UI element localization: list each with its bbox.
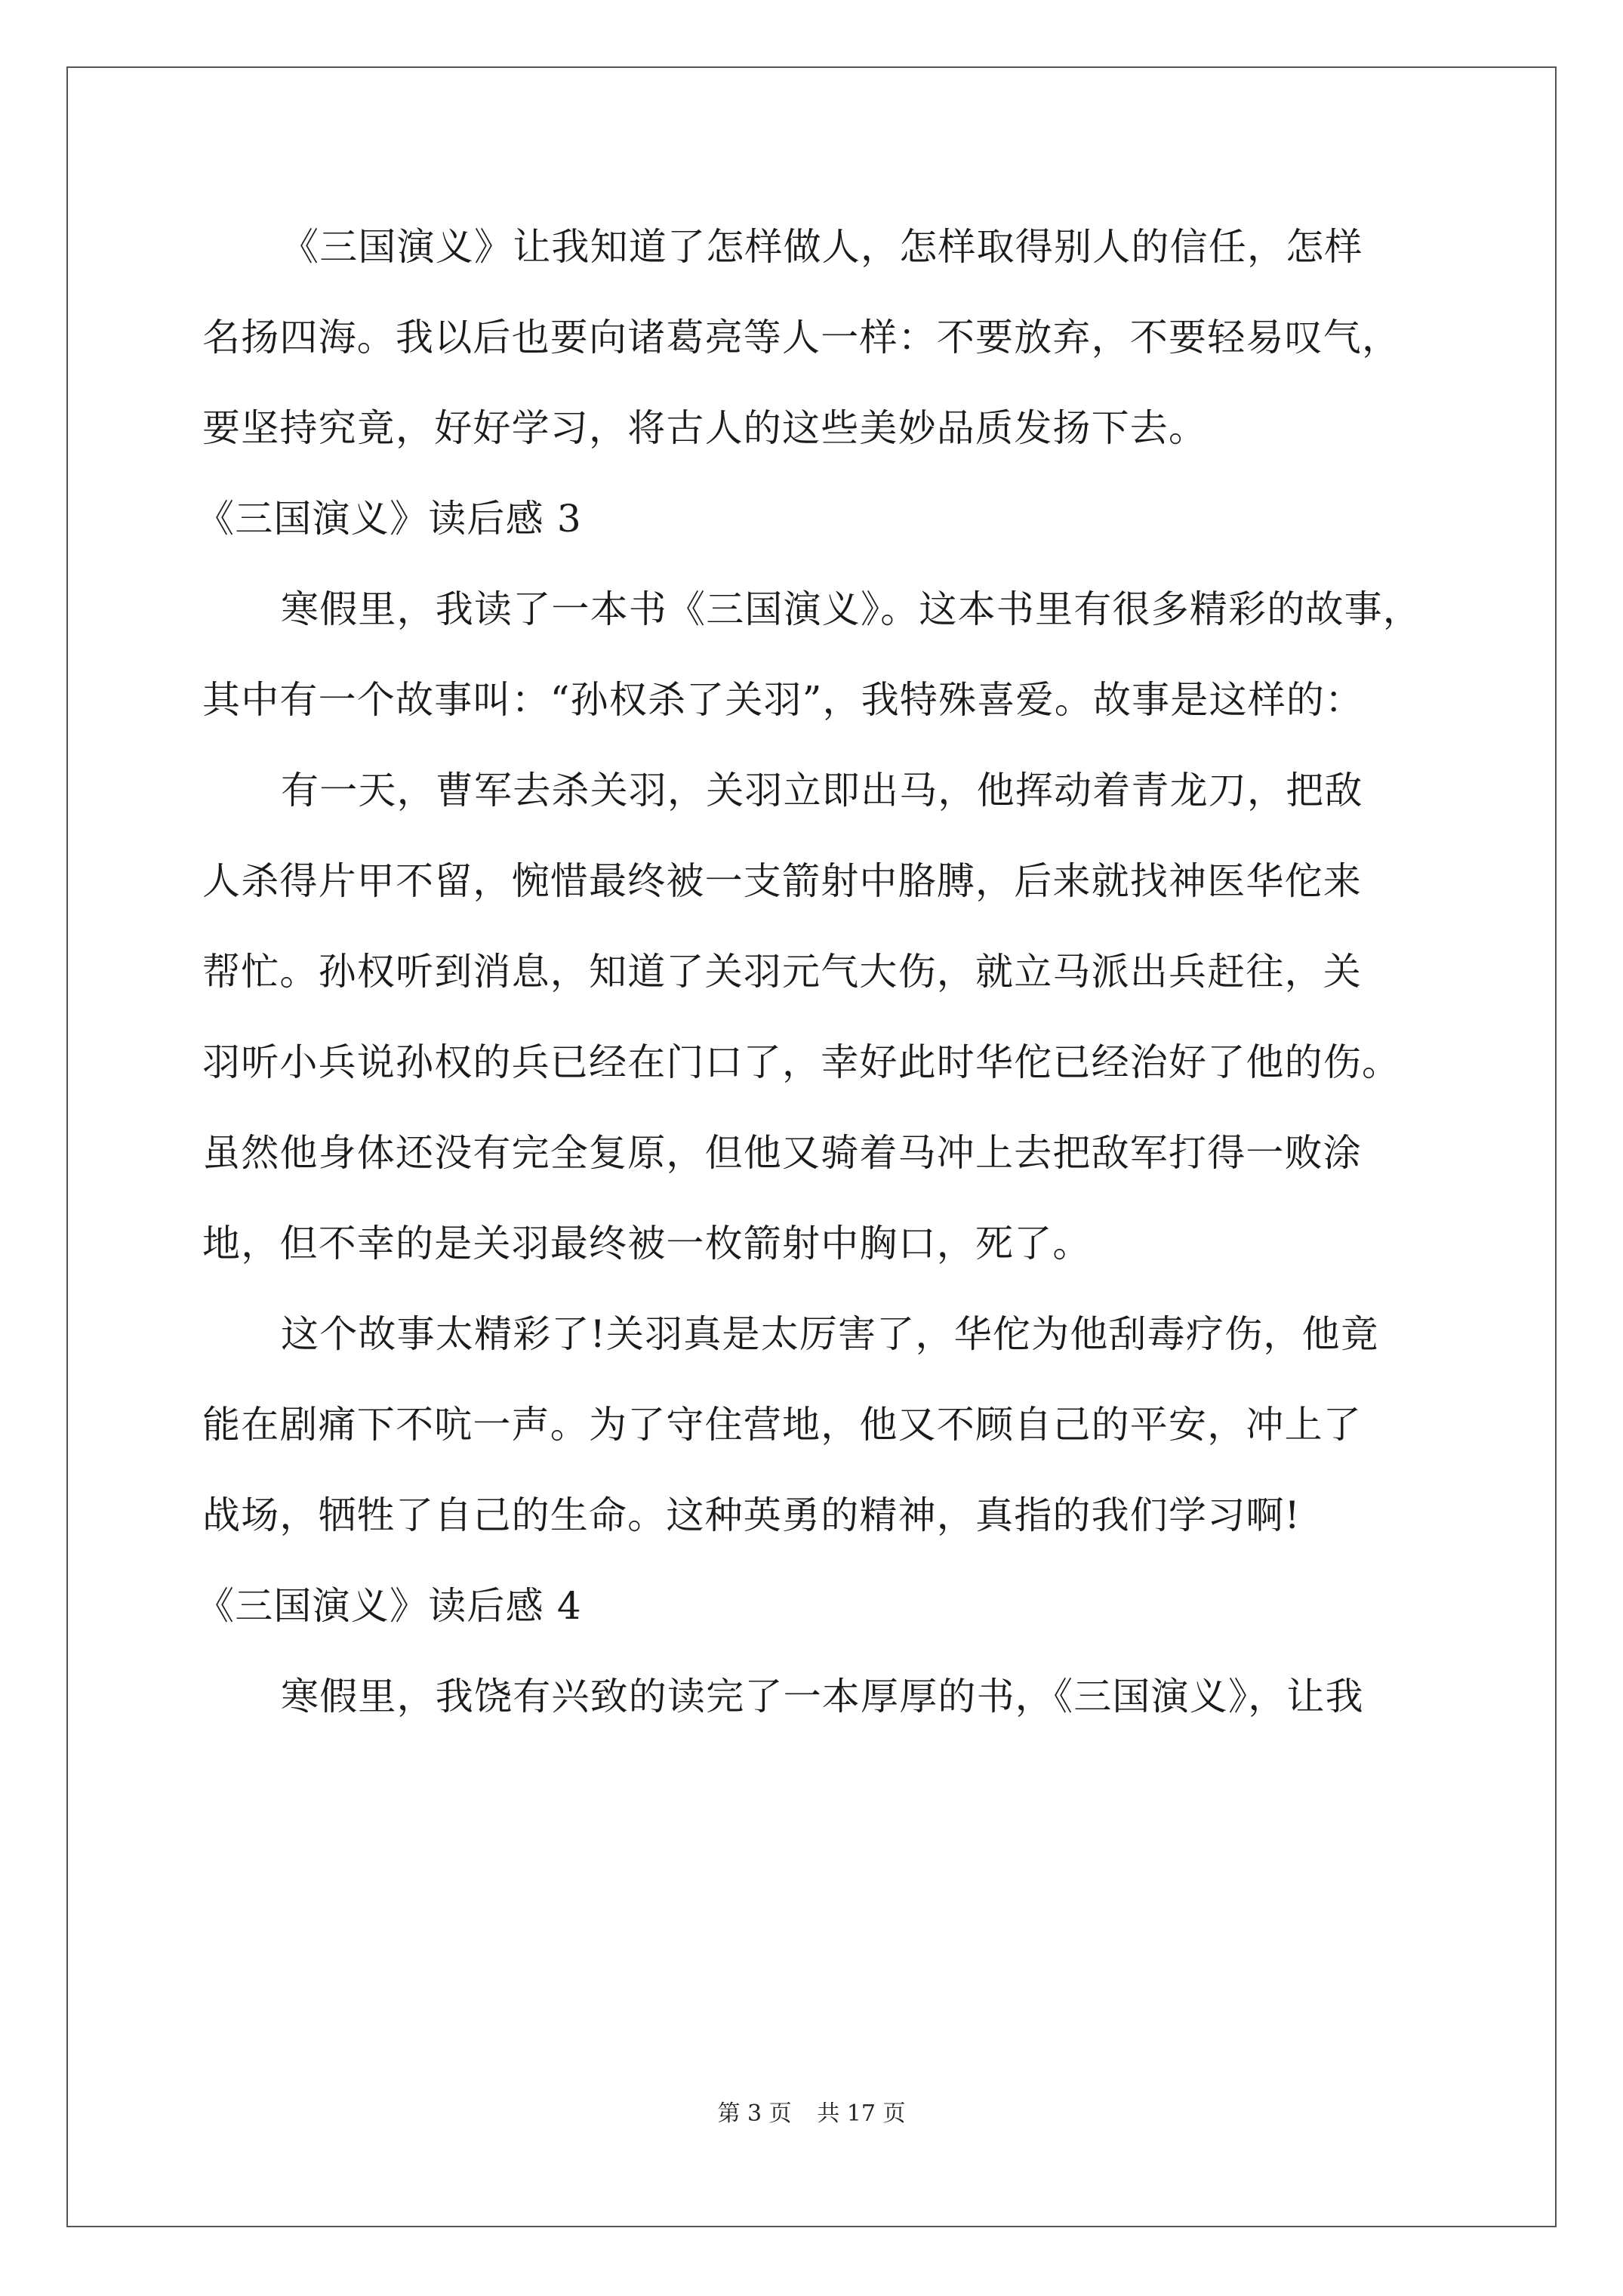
section-heading: 《三国演义》读后感 4 (196, 1584, 582, 1628)
text-line: 人杀得片甲不留，惋惜最终被一支箭射中胳膊，后来就找神医华佗来 (202, 859, 1362, 903)
text-line: 战场，牺牲了自己的生命。这种英勇的精神，真指的我们学习啊! (202, 1493, 1301, 1537)
text-line: 地，但不幸的是关羽最终被一枚箭射中胸口，死了。 (202, 1222, 1092, 1265)
text-line: 名扬四海。我以后也要向诸葛亮等人一样：不要放弃，不要轻易叹气， (202, 316, 1401, 359)
text-line: 要坚持究竟，好好学习，将古人的这些美妙品质发扬下去。 (202, 406, 1208, 450)
page-number: 第 3 页 (717, 2100, 792, 2127)
page-total: 共 17 页 (817, 2100, 906, 2127)
text-line: 这个故事太精彩了!关羽真是太厉害了，华佗为他刮毒疗伤，他竟 (281, 1312, 1379, 1356)
text-line: 虽然他身体还没有完全复原，但他又骑着马冲上去把敌军打得一败涂 (202, 1131, 1362, 1175)
page-footer (0, 2099, 1623, 2129)
text-line: 其中有一个故事叫：“孙权杀了关羽”，我特殊喜爱。故事是这样的： (202, 678, 1364, 722)
text-line: 寒假里，我饶有兴致的读完了一本厚厚的书，《三国演义》，让我 (281, 1675, 1364, 1718)
text-line: 帮忙。孙权听到消息，知道了关羽元气大伤，就立马派出兵赶往，关 (202, 950, 1362, 994)
text-line: 《三国演义》让我知道了怎样做人，怎样取得别人的信任，怎样 (281, 225, 1363, 269)
text-line: 有一天，曹军去杀关羽，关羽立即出马，他挥动着青龙刀，把敌 (281, 769, 1363, 812)
text-line: 寒假里，我读了一本书《三国演义》。这本书里有很多精彩的故事， (281, 587, 1421, 631)
text-line: 能在剧痛下不吭一声。为了守住营地，他又不顾自己的平安，冲上了 (202, 1403, 1362, 1447)
section-heading: 《三国演义》读后感 3 (196, 497, 582, 541)
text-line: 羽听小兵说孙权的兵已经在门口了，幸好此时华佗已经治好了他的伤。 (202, 1040, 1401, 1084)
